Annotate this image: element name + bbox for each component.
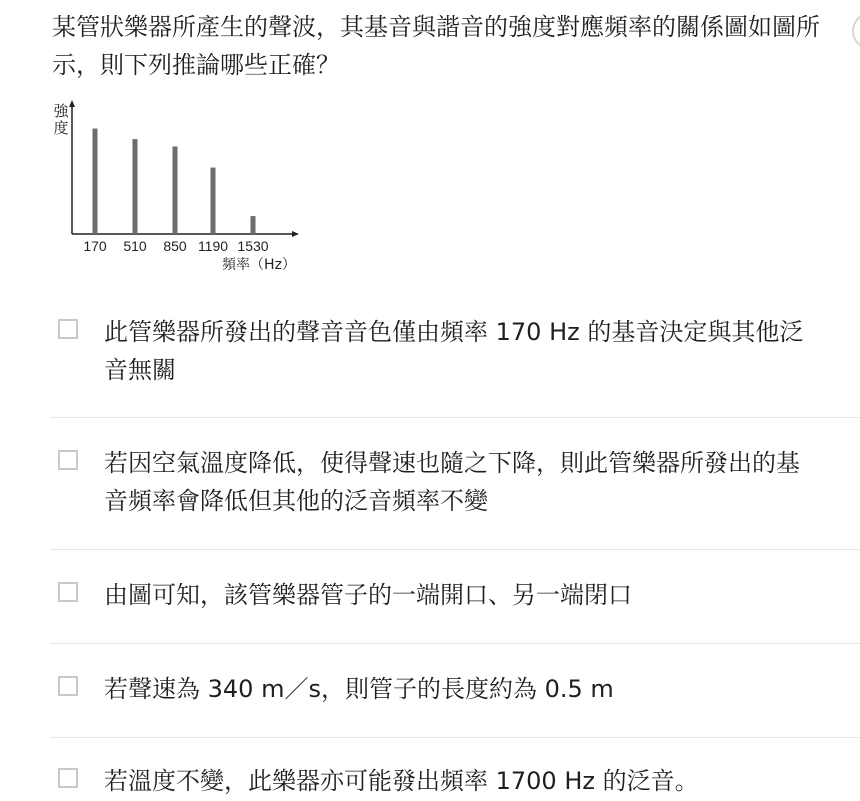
option-1-text: 此管樂器所發出的聲音音色僅由頻率 170 Hz 的基音決定與其他泛音無關 <box>104 318 804 384</box>
bar <box>211 168 216 234</box>
option-4-text: 若聲速為 340 m／s，則管子的長度約為 0.5 m <box>104 675 614 703</box>
x-axis-label: 頻率（Hz） <box>222 257 296 273</box>
x-tick-label: 170 <box>83 238 107 254</box>
divider <box>50 643 860 644</box>
bar <box>93 129 98 234</box>
y-axis-arrow <box>69 100 75 107</box>
x-tick-label: 1530 <box>237 238 269 254</box>
intensity-frequency-chart <box>48 96 318 282</box>
option-3-text: 由圖可知，該管樂器管子的一端開口、另一端閉口 <box>104 581 632 609</box>
divider <box>50 549 860 550</box>
option-2-text: 若因空氣溫度降低，使得聲速也隨之下降，則此管樂器所發出的基音頻率會降低但其他的泛音頻率不變 <box>104 449 800 515</box>
y-axis-label: 強 <box>53 102 69 120</box>
option-5-text: 若溫度不變，此樂器亦可能發出頻率 1700 Hz 的泛音。 <box>104 767 699 795</box>
option-5-checkbox[interactable] <box>58 768 78 788</box>
option-4-checkbox[interactable] <box>58 676 78 696</box>
divider <box>50 417 860 418</box>
y-axis-label: 度 <box>53 119 69 137</box>
x-tick-label: 1190 <box>197 238 229 254</box>
x-axis-arrow <box>292 231 299 237</box>
x-tick-label: 510 <box>123 238 147 254</box>
bar <box>173 146 178 234</box>
scroll-edge-circle[interactable] <box>852 12 860 50</box>
question-text: 某管狀樂器所產生的聲波，其基音與諧音的強度對應頻率的關係圖如圖所示，則下列推論哪些正確？ <box>52 13 820 79</box>
option-3-checkbox[interactable] <box>58 582 78 602</box>
chart-svg <box>48 96 318 282</box>
divider <box>50 737 860 738</box>
bar <box>133 139 138 234</box>
option-2-checkbox[interactable] <box>58 450 78 470</box>
x-tick-label: 850 <box>163 238 187 254</box>
bar <box>251 216 256 234</box>
option-1-checkbox[interactable] <box>58 319 78 339</box>
